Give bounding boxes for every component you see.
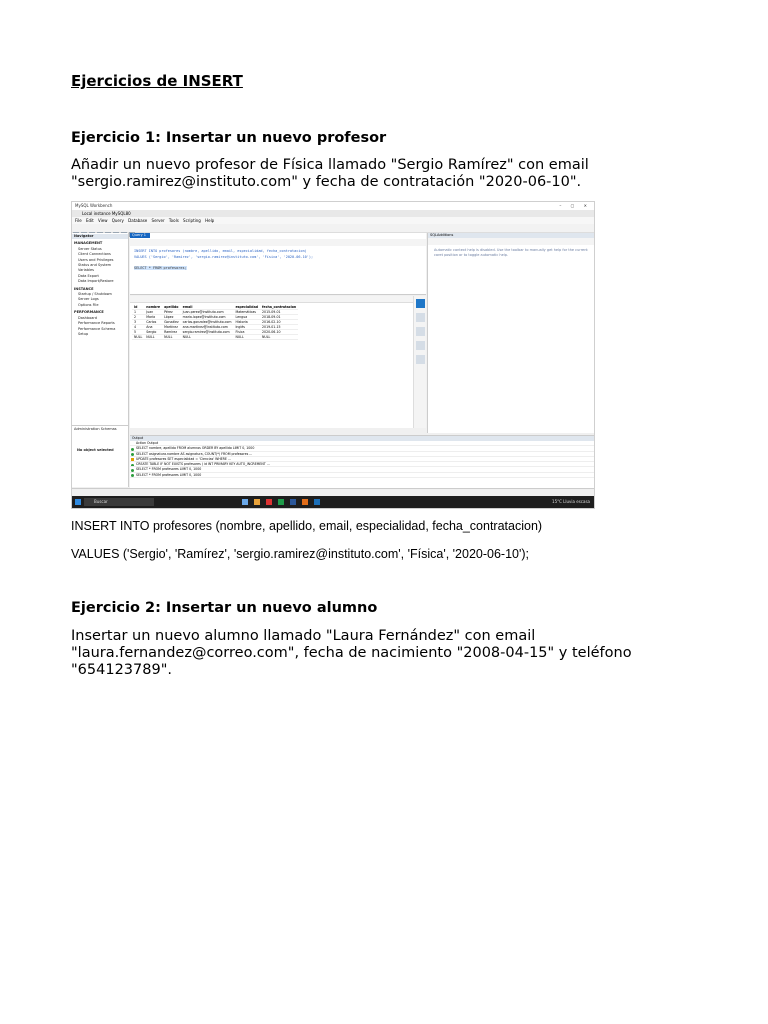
table-cell: 2019-01-15 xyxy=(260,325,298,330)
taskbar-app-icon xyxy=(314,499,320,505)
nav-item: Performance Schema Setup xyxy=(78,326,116,336)
help-text: Automatic context help is disabled. Use the toolbar to manually get help for the current caret position or to toggle automatic help. xyxy=(434,248,588,257)
exercise-2-description: Insertar un nuevo alumno llamado "Laura Fernández" con email "laura.fernandez@correo.com", fecha de nacimiento "2008-04-15" y teléfono "654123789". xyxy=(71,628,632,678)
table-cell: Sergio xyxy=(144,330,162,335)
table-cell: 2016-02-10 xyxy=(260,320,298,325)
exercise-2-heading: Ejercicio 2: Insertar un nuevo alumno xyxy=(71,600,378,616)
table-cell: López xyxy=(162,315,181,320)
document-title: Ejercicios de INSERT xyxy=(71,72,243,90)
performance-label: PERFORMANCE xyxy=(74,310,104,315)
taskbar-app-icon xyxy=(266,499,272,505)
warning-icon xyxy=(131,458,134,461)
table-cell: 2020-06-10 xyxy=(260,330,298,335)
result-toolbar xyxy=(130,296,413,303)
table-cell: 1 xyxy=(132,310,144,315)
result-column-header: id xyxy=(132,305,144,310)
windows-start-icon xyxy=(75,499,81,505)
taskbar-weather: 15°C Lluvia escasa xyxy=(552,499,590,504)
output-row-text: SELECT asignatura.nombre AS asignatura, COUNT(*) FROM profesores ... xyxy=(136,451,253,456)
table-cell: Lengua xyxy=(233,315,260,320)
table-cell: juan.perez@instituto.com xyxy=(181,310,234,315)
help-header: SQLAdditions xyxy=(428,233,594,238)
connection-tab: Local instance MySQL80 xyxy=(82,211,131,216)
table-cell: Matemáticas xyxy=(233,310,260,315)
taskbar-app-icon xyxy=(278,499,284,505)
table-cell: NULL xyxy=(162,335,181,340)
success-icon xyxy=(131,469,134,472)
nav-item: Performance Reports xyxy=(78,321,115,326)
query-stats-icon xyxy=(416,341,425,350)
table-cell: 2015-09-01 xyxy=(260,310,298,315)
output-row-text: UPDATE profesores SET especialidad = 'Ciencias' WHERE ... xyxy=(136,456,231,461)
success-icon xyxy=(131,448,134,451)
table-cell: 4 xyxy=(132,325,144,330)
taskbar-app-icon xyxy=(290,499,296,505)
nav-item: Options File xyxy=(78,302,99,307)
main-toolbar xyxy=(72,224,594,233)
table-cell: NULL xyxy=(260,335,298,340)
management-label: MANAGEMENT xyxy=(74,241,103,246)
nav-item: Status and System Variables xyxy=(78,263,112,273)
window-controls: – ▢ ✕ xyxy=(559,203,591,208)
table-cell: sergio.ramirez@instituto.com xyxy=(181,330,234,335)
output-row-text: SELECT * FROM profesores LIMIT 0, 1000 xyxy=(136,472,202,477)
result-grid-icon xyxy=(416,299,425,308)
taskbar-app-icon xyxy=(242,499,248,505)
workbench-screenshot xyxy=(71,201,595,509)
output-row-text: CREATE TABLE IF NOT EXISTS profesores ( id INT PRIMARY KEY AUTO_INCREMENT ... xyxy=(136,462,270,467)
table-cell: 2 xyxy=(132,315,144,320)
no-object-label: No object selected xyxy=(77,448,114,452)
table-cell: maria.lopez@instituto.com xyxy=(181,315,234,320)
code-line-1: INSERT INTO profesores (nombre, apellido, email, especialidad, fecha_contratacion) xyxy=(134,249,307,253)
table-cell: Inglés xyxy=(233,325,260,330)
result-body xyxy=(132,310,298,340)
query-tab: Query 1 xyxy=(130,233,150,238)
table-cell: NULL xyxy=(134,335,143,340)
table-cell: NULL xyxy=(181,335,234,340)
nav-item: Client Connections xyxy=(78,252,111,257)
output-rows xyxy=(130,446,594,478)
nav-item: Data Import/Restore xyxy=(78,279,114,284)
table-cell: Pérez xyxy=(162,310,181,315)
editor-toolbar xyxy=(130,239,426,246)
windows-taskbar xyxy=(72,496,594,508)
form-editor-icon xyxy=(416,313,425,322)
output-row-text: SELECT * FROM profesores LIMIT 0, 1000 xyxy=(136,467,202,472)
table-cell: Carlos xyxy=(144,320,162,325)
taskbar-app-icon xyxy=(254,499,260,505)
nav-item: Dashboard xyxy=(78,315,97,320)
code-line-2: VALUES ('Sergio', 'Ramírez', 'sergio.ramirez@instituto.com', 'Física', '2020-06-10'); xyxy=(134,254,314,259)
nav-item: Server Logs xyxy=(78,297,99,302)
nav-item: Startup / Shutdown xyxy=(78,292,112,297)
instance-label: INSTANCE xyxy=(74,286,94,291)
output-header: Output xyxy=(130,436,594,441)
nav-item: Data Export xyxy=(78,273,99,278)
result-column-header: fecha_contratacion xyxy=(262,305,297,310)
table-cell: Ana xyxy=(144,325,162,330)
result-column-header: apellido xyxy=(162,305,181,310)
table-cell: María xyxy=(144,315,162,320)
status-bar xyxy=(72,488,594,496)
table-cell: carlos.gonzalez@instituto.com xyxy=(182,320,232,325)
sql-editor xyxy=(130,233,426,295)
success-icon xyxy=(131,474,134,477)
connection-tabbar xyxy=(72,210,594,217)
output-mode: Action Output xyxy=(130,441,594,446)
field-types-icon xyxy=(416,327,425,336)
output-row xyxy=(130,473,594,478)
table-cell: Martínez xyxy=(162,325,181,330)
nav-item: Server Status xyxy=(78,246,102,251)
taskbar-app-icon xyxy=(302,499,308,505)
exercise-1-sql-line-2: VALUES ('Sergio', 'Ramírez', 'sergio.ramirez@instituto.com', 'Física', '2020-06-10'); xyxy=(71,547,530,561)
table-cell: NULL xyxy=(233,335,260,340)
result-table xyxy=(132,305,298,340)
navigator-header: Navigator xyxy=(72,234,128,239)
table-cell: Juan xyxy=(144,310,162,315)
navigator-info-tabs: Administration Schemas xyxy=(72,425,128,433)
nav-item: Users and Privileges xyxy=(78,257,114,262)
result-side-panel xyxy=(413,296,426,428)
table-row xyxy=(132,335,298,340)
table-cell: Física xyxy=(233,330,260,335)
navigator-panel xyxy=(72,233,129,487)
window-titlebar xyxy=(72,202,594,210)
sql-additions-panel xyxy=(427,233,594,433)
result-column-header: nombre xyxy=(146,305,161,310)
exercise-1-description: Añadir un nuevo profesor de Física llamado "Sergio Ramírez" con email "sergio.ramirez@instituto.com" y fecha de contratación "2020-06-10". xyxy=(71,157,589,190)
execution-plan-icon xyxy=(416,355,425,364)
result-column-header: especialidad xyxy=(235,305,259,310)
output-row-text: SELECT nombre, apellido FROM alumnos ORDER BY apellido LIMIT 0, 1000 xyxy=(136,446,255,451)
success-icon xyxy=(131,453,134,456)
taskbar-search: Buscar xyxy=(84,498,154,506)
result-column-header: email xyxy=(181,305,234,310)
code-line-3: SELECT * FROM profesores; xyxy=(134,266,187,271)
output-panel xyxy=(130,435,594,488)
menu-bar: File Edit View Query Database Server Tools Scripting Help xyxy=(72,217,594,224)
table-cell: ana.martinez@instituto.com xyxy=(181,325,234,330)
result-grid xyxy=(130,296,413,428)
exercise-1-heading: Ejercicio 1: Insertar un nuevo profesor xyxy=(71,130,387,146)
table-cell: Ramírez xyxy=(162,330,181,335)
exercise-1-sql-line-1: INSERT INTO profesores (nombre, apellido, email, especialidad, fecha_contratacion) xyxy=(71,519,543,533)
sql-code xyxy=(134,249,313,272)
table-cell: NULL xyxy=(144,335,162,340)
success-icon xyxy=(131,464,134,467)
table-cell: Historia xyxy=(233,320,260,325)
help-toolbar xyxy=(428,238,594,245)
table-cell: 5 xyxy=(132,330,144,335)
table-cell: 2018-09-01 xyxy=(260,315,298,320)
app-title: MySQL Workbench xyxy=(75,203,113,208)
table-cell: 3 xyxy=(132,320,144,325)
table-cell: González xyxy=(164,320,179,325)
